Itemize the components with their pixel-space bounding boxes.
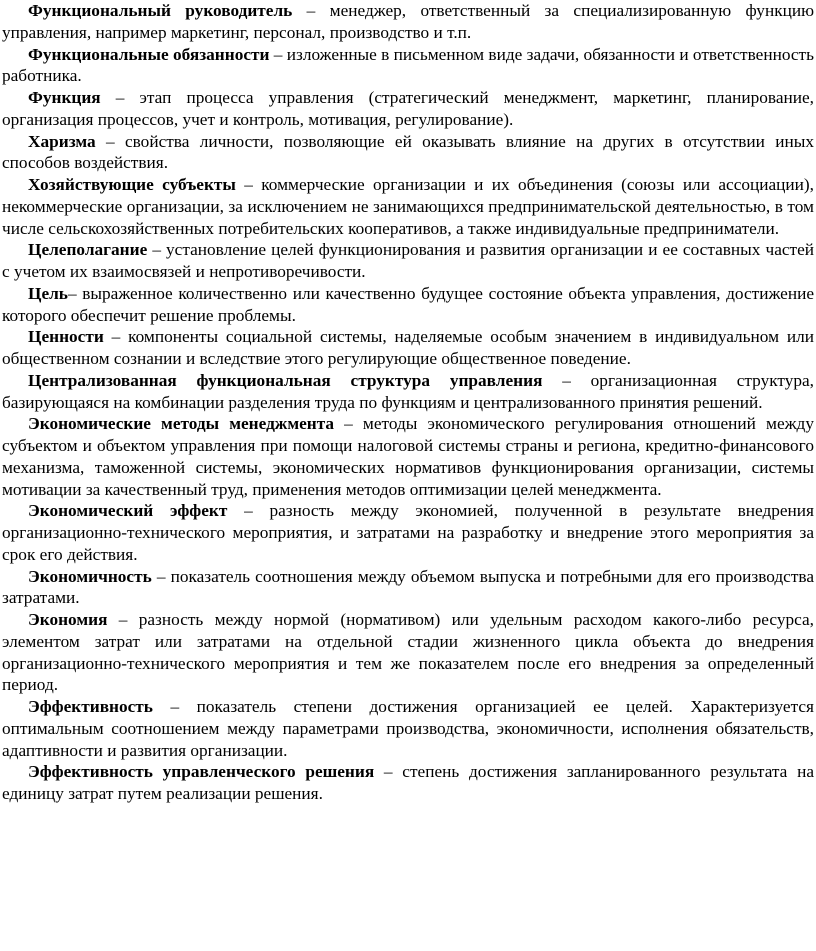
glossary-definition: – установление целей функционирования и развития организации и ее составных частей с учетом их взаимосвязей и непротиворечивости.	[2, 240, 814, 281]
glossary-definition: – изложенные в письменном виде задачи, обязанности и ответственность работника.	[2, 44, 814, 86]
glossary-entry	[2, 761, 814, 805]
glossary-definition: – организационная структура, базирующаяся на комбинации разделения труда по функциям и централизованного принятия решений.	[2, 370, 815, 412]
glossary-entry	[2, 131, 814, 175]
glossary-entry	[2, 609, 814, 696]
glossary-term: Эффективность управленческого решения	[28, 762, 375, 782]
glossary-entry	[2, 326, 814, 370]
glossary-definition: – разность между нормой (нормативом) или удельным расходом какого-либо ресурса, элементом затрат или затратами на отдельной стадии жизненного цикла объекта до внедрения организационно-технического мероприятия и тем же показателем после его внедрения за определенный период.	[2, 610, 814, 695]
glossary-term: Ценности	[28, 327, 104, 347]
glossary-entry	[2, 174, 814, 239]
glossary-definition: – степень достижения запланированного результата на единицу затрат путем реализации решения.	[2, 762, 814, 803]
glossary-term: Экономичность	[28, 566, 152, 586]
glossary-term: Функциональные обязанности	[28, 44, 270, 64]
glossary-entry	[2, 0, 814, 44]
glossary-entry	[2, 500, 814, 565]
glossary-definition: – выраженное количественно или качественно будущее состояние объекта управления, достижение которого обеспечит решение проблемы.	[2, 283, 814, 325]
glossary-entry	[2, 87, 814, 131]
glossary-term: Экономия	[28, 610, 108, 629]
glossary-definition: – методы экономического регулирования отношений между субъектом и объектом управления при помощи налоговой системы страны и региона, кредитно-финансового механизма, таможенной системы, экономических нормативов функционирования организации, системы мотивации за качественный труд, применения методов оптимизации целей менеджмента.	[2, 414, 814, 499]
glossary-term: Цель	[28, 283, 68, 303]
glossary-definition: – компоненты социальной системы, наделяемые особым значением в индивидуальном или общественном сознании и вследствие этого регулирующие общественное поведение.	[2, 327, 814, 368]
glossary-definition: – коммерческие организации и их объединения (союзы или ассоциации), некоммерческие организации, за исключением не занимающихся предпринимательской деятельностью, в том числе сельскохозяйственных потребительских кооперативов, а также индивидуальные предприниматели.	[2, 175, 814, 238]
glossary-term: Целеполагание	[28, 240, 148, 260]
glossary-term: Экономические методы менеджмента	[28, 414, 335, 434]
glossary-term: Централизованная функциональная структура управления	[28, 370, 543, 390]
glossary-entry	[2, 413, 814, 500]
glossary-term: Эффективность	[28, 697, 153, 716]
glossary-term: Функция	[28, 88, 101, 107]
glossary-entry	[2, 239, 814, 283]
glossary-entry	[2, 44, 814, 88]
glossary-term: Экономический эффект	[28, 501, 228, 521]
glossary-entry	[2, 696, 814, 761]
glossary-definition: – свойства личности, позволяющие ей оказывать влияние на других в отсутствии иных способов воздействия.	[2, 131, 814, 173]
glossary-term: Хозяйствующие субъекты	[28, 175, 236, 194]
glossary-definition: – разность между экономией, полученной в результате внедрения организационно-технического мероприятия, и затратами на разработку и внедрение этого мероприятия за срок его действия.	[2, 501, 814, 564]
glossary-term: Функциональный руководитель	[28, 1, 293, 20]
glossary-entry	[2, 283, 814, 327]
glossary-definition: – показатель степени достижения организацией ее целей. Характеризуется оптимальным соотношением между параметрами производства, экономичности, исполнения обязательств, адаптивности и развития организации.	[2, 697, 814, 760]
glossary-definition: – этап процесса управления (стратегический менеджмент, маркетинг, планирование, организация процессов, учет и контроль, мотивация, регулирование).	[2, 88, 814, 129]
glossary-entry	[2, 370, 814, 414]
glossary-definition: – менеджер, ответственный за специализированную функцию управления, например маркетинг, персонал, производство и т.п.	[2, 1, 814, 42]
glossary-entry	[2, 566, 814, 610]
glossary-definition: – показатель соотношения между объемом выпуска и потребными для его производства затратами.	[2, 566, 814, 608]
glossary-term: Харизма	[28, 131, 96, 151]
